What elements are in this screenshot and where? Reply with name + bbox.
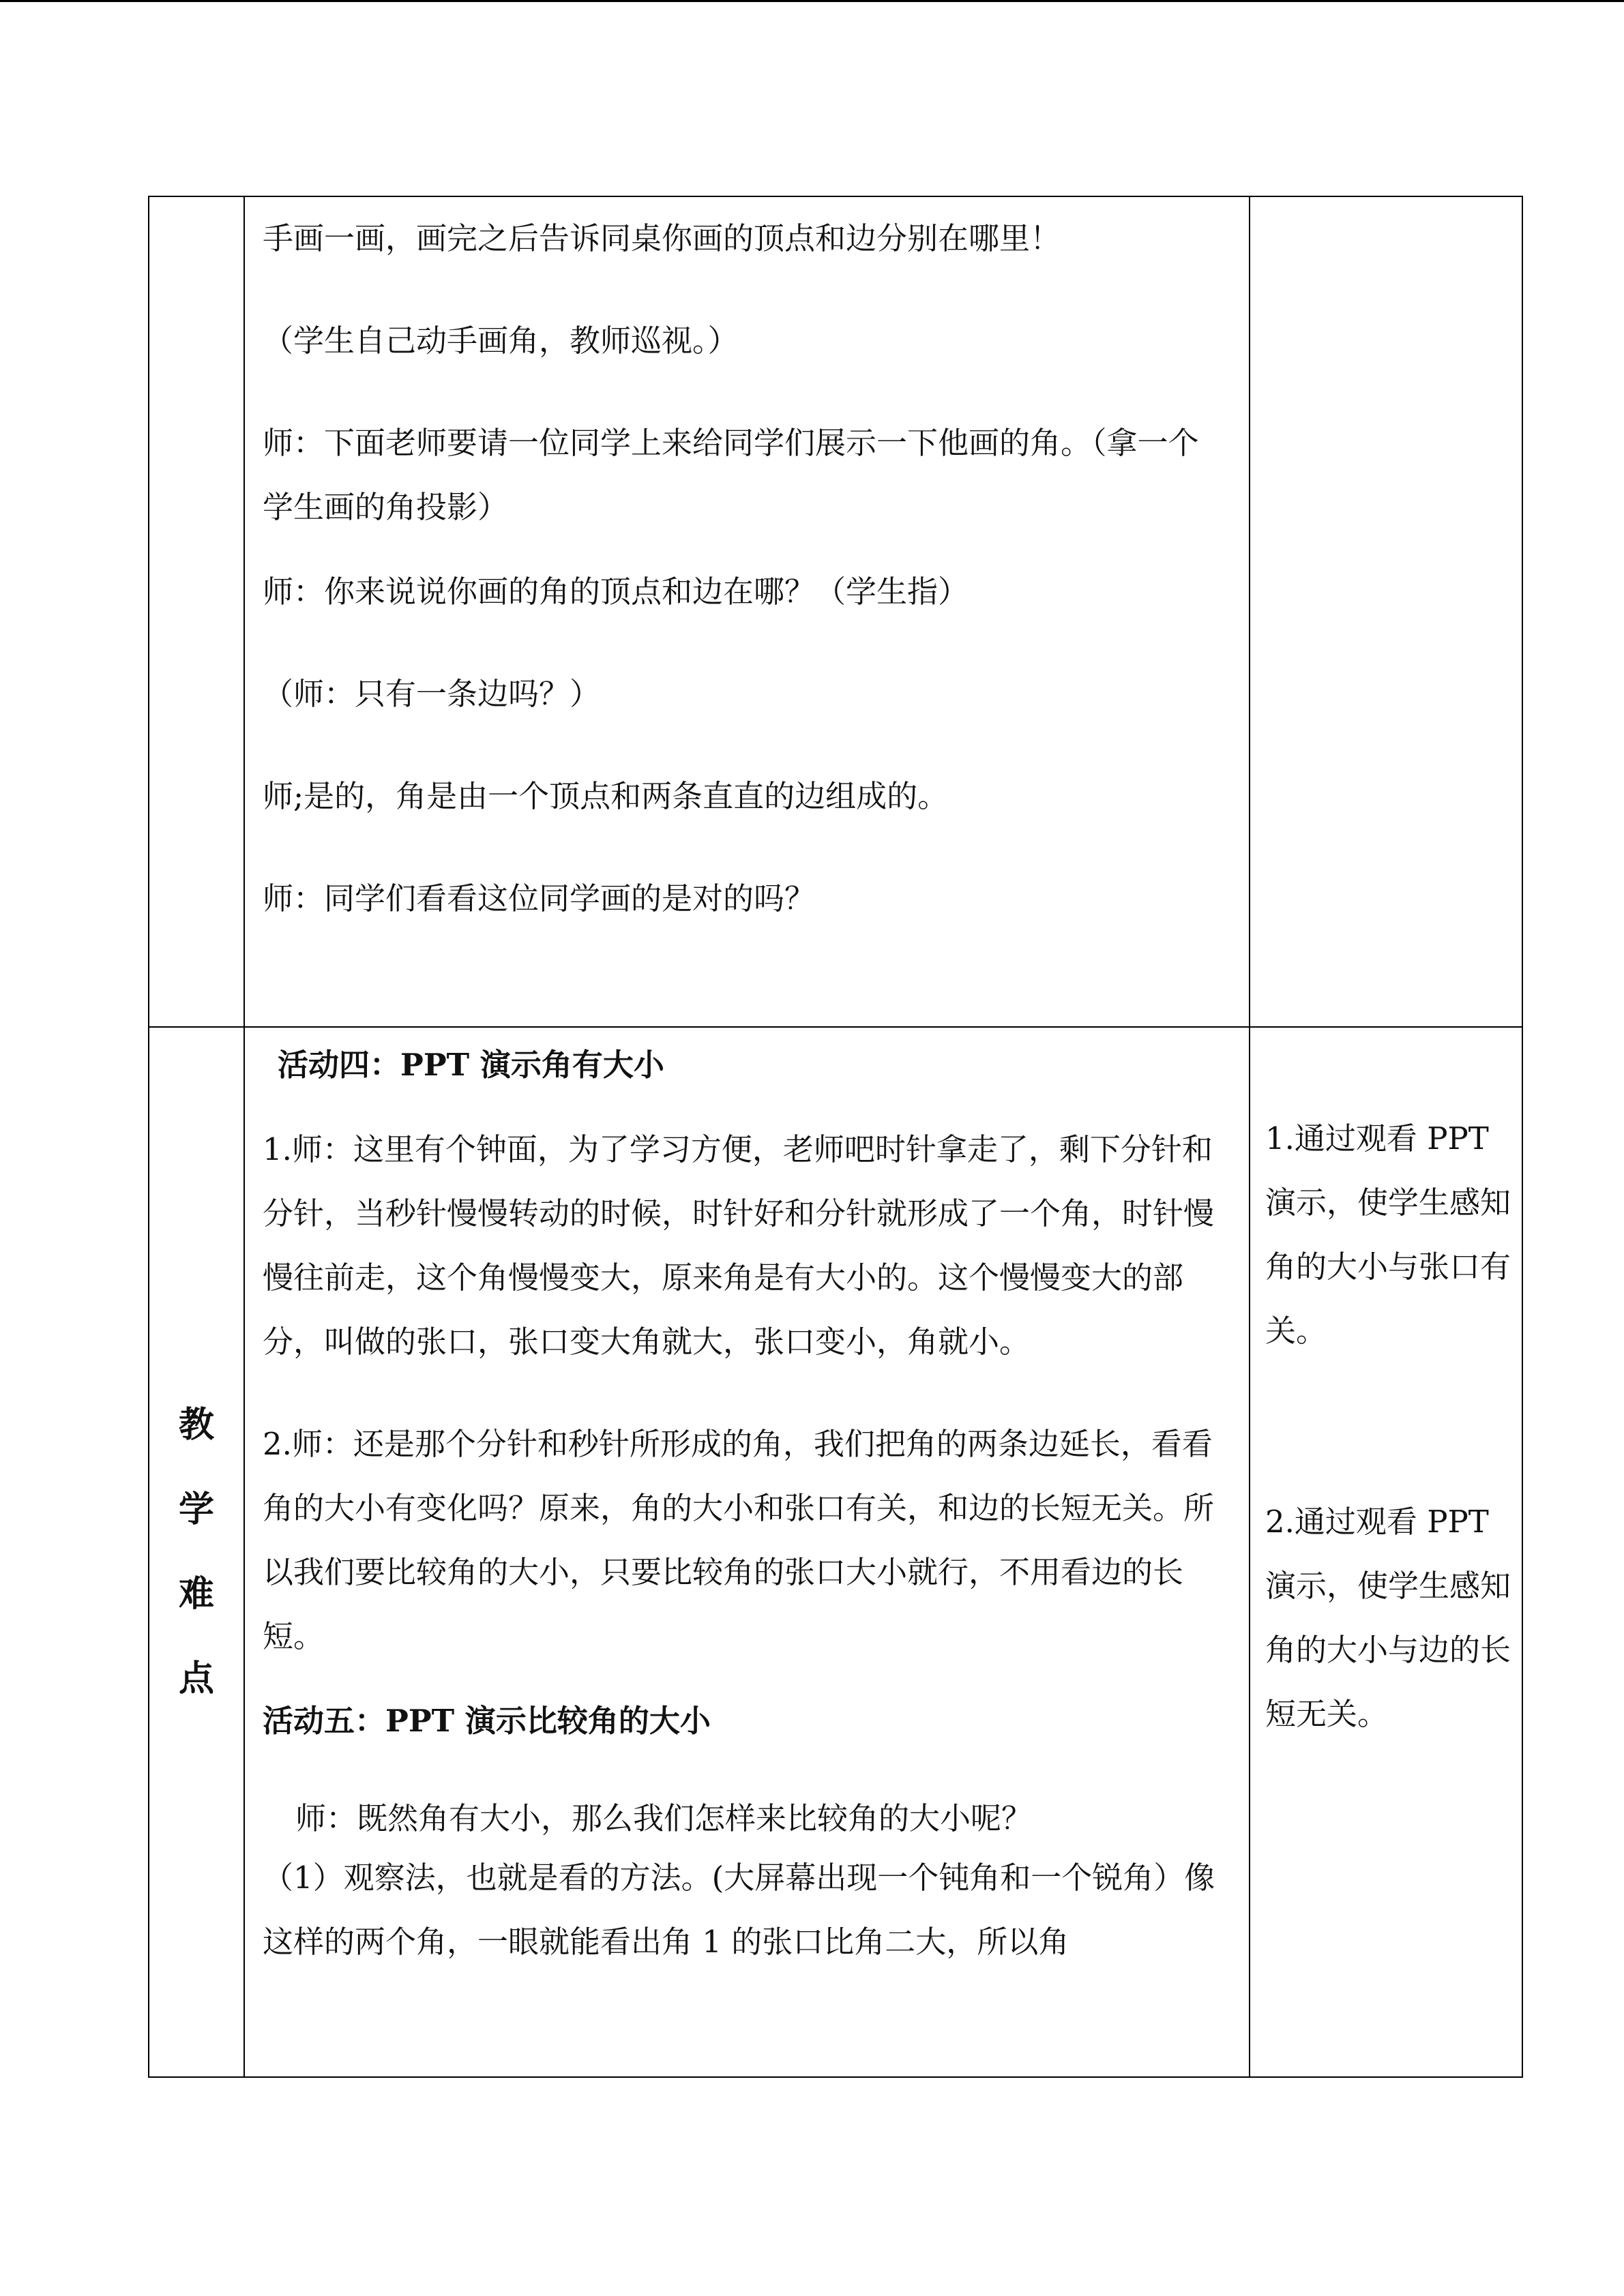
label-char: 难 — [178, 1573, 214, 1615]
notes-cell — [1250, 196, 1522, 1027]
note-paragraph: 1.通过观看 PPT 演示，使学生感知角的大小与张口有关。 — [1265, 1120, 1511, 1349]
table-row — [149, 196, 1522, 1027]
lesson-plan-table — [148, 196, 1523, 2078]
paragraph: （师：只有一条边吗？） — [263, 676, 601, 712]
activity-heading: 活动五：PPT 演示比较角的大小 — [263, 1703, 711, 1739]
content-cell — [244, 196, 1250, 1027]
notes-cell — [1250, 1027, 1522, 2077]
row-label-cell — [149, 1027, 244, 2077]
paragraph: 师：同学们看看这位同学画的是对的吗？ — [263, 880, 816, 916]
table-row — [149, 1027, 1522, 2077]
section-label-teaching-difficulty — [149, 1028, 243, 2076]
paragraph: 师：你来说说你画的角的顶点和边在哪？（学生指） — [263, 573, 969, 610]
label-char: 点 — [178, 1658, 214, 1699]
activity-heading: 活动四：PPT 演示角有大小 — [278, 1047, 664, 1083]
paragraph: 师：下面老师要请一位同学上来给同学们展示一下他画的角。（拿一个学生画的角投影） — [263, 425, 1199, 525]
paragraph: 1.师：这里有个钟面，为了学习方便，老师吧时针拿走了，剩下分针和分针，当秒针慢慢转动的时候，时针好和分针就形成了一个角，时针慢慢往前走，这个角慢慢变大，原来角是有大小的。这个慢慢变大的部分，叫做的张口，张口变大角就大，张口变小，角就小。 — [263, 1131, 1215, 1360]
label-char: 教 — [178, 1404, 214, 1446]
paragraph: （1）观察法，也就是看的方法。(大屏幕出现一个钝角和一个锐角）像这样的两个角，一眼就能看出角 1 的张口比角二大，所以角 — [263, 1860, 1215, 1960]
paragraph: 师;是的，角是由一个顶点和两条直直的边组成的。 — [263, 778, 949, 814]
paragraph: 2.师：还是那个分针和秒针所形成的角，我们把角的两条边延长，看看角的大小有变化吗？原来，角的大小和张口有关，和边的长短无关。所以我们要比较角的大小，只要比较角的张口大小就行，不用看边的长短。 — [263, 1426, 1215, 1654]
row-label-cell — [149, 196, 244, 1027]
paragraph: 手画一画，画完之后告诉同桌你画的顶点和边分别在哪里！ — [263, 220, 1061, 256]
paragraph: 师：既然角有大小，那么我们怎样来比较角的大小呢？ — [295, 1800, 1033, 1836]
content-cell — [244, 1027, 1250, 2077]
paragraph: （学生自己动手画角，教师巡视。） — [263, 323, 739, 359]
label-char: 学 — [178, 1489, 214, 1530]
note-paragraph: 2.通过观看 PPT 演示，使学生感知角的大小与边的长短无关。 — [1265, 1504, 1511, 1732]
top-border-line — [0, 0, 1624, 2]
